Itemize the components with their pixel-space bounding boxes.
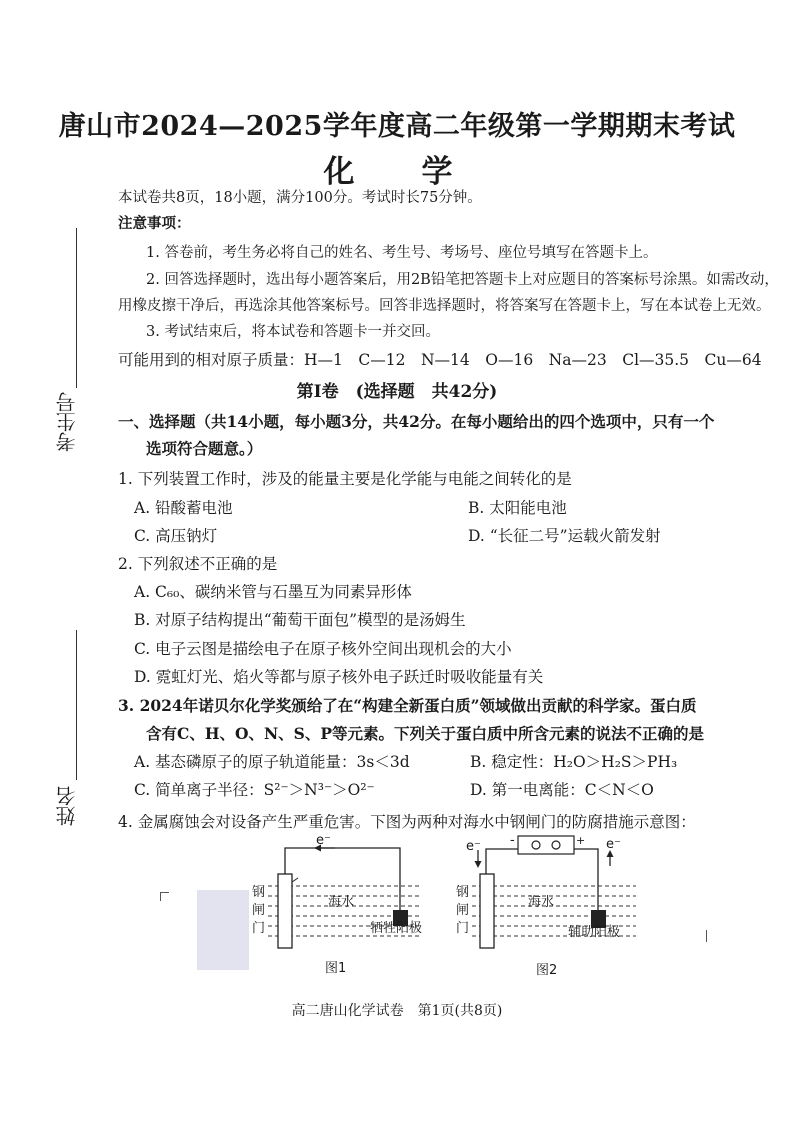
name-line xyxy=(76,630,77,780)
electron-label: e⁻ xyxy=(316,833,331,848)
question-option: C. 简单离子半径：S²⁻＞N³⁻＞O²⁻ xyxy=(134,781,375,799)
question-stem: 1. 下列装置工作时，涉及的能量主要是化学能与电能之间转化的是 xyxy=(118,470,572,488)
minus-sign: - xyxy=(510,833,515,848)
gate-label: 钢 xyxy=(252,885,266,900)
question-option: B. 太阳能电池 xyxy=(468,499,567,517)
gate-label: 钢 xyxy=(456,885,470,900)
notice-item: 2. 回答选择题时，选出每小题答案后，用2B铅笔把答题卡上对应题目的答案标号涂黑。如需改动， xyxy=(146,272,779,288)
figure-2-diagram xyxy=(458,834,638,978)
section-instruction: 选项符合题意。） xyxy=(146,439,263,458)
figure-caption: 图2 xyxy=(536,963,558,978)
question-option: D. 霓虹灯光、焰火等都与原子核外电子跃迁时吸收能量有关 xyxy=(134,668,544,686)
gate-label: 闸 xyxy=(252,903,266,918)
edge-mark xyxy=(706,930,707,942)
exam-number-line xyxy=(76,228,77,388)
anode-label: 牺牲阳极 xyxy=(370,921,423,936)
seawater-label: 海水 xyxy=(328,895,355,910)
electron-label: e⁻ xyxy=(606,837,621,852)
gate-label: 闸 xyxy=(456,903,470,918)
question-option: D. 第一电离能：C＜N＜O xyxy=(470,781,654,799)
section-title: 第Ⅰ卷 (选择题 共42分) xyxy=(296,382,498,402)
question-option: A. 铅酸蓄电池 xyxy=(134,499,233,517)
notice-heading: 注意事项： xyxy=(118,215,191,232)
notice-item: 3. 考试结束后，将本试卷和答题卡一并交回。 xyxy=(146,324,440,340)
question-stem: 2. 下列叙述不正确的是 xyxy=(118,555,278,573)
question-option: B. 稳定性：H₂O＞H₂S＞PH₃ xyxy=(470,753,678,771)
exam-number-label: 考生号 xyxy=(55,392,79,452)
anode-label: 辅助阳极 xyxy=(568,925,621,940)
name-label: 姓名 xyxy=(55,786,79,826)
section-instruction: 一、选择题（共14小题，每小题3分，共42分。在每小题给出的四个选项中，只有一个 xyxy=(118,412,715,431)
question-stem: 4. 金属腐蚀会对设备产生严重危害。下图为两种对海水中钢闸门的防腐措施示意图： xyxy=(118,813,696,831)
exam-title: 唐山市2024—2025学年度高二年级第一学期期末考试 xyxy=(58,111,736,142)
question-option: C. 高压钠灯 xyxy=(134,527,218,545)
notice-item: 1. 答卷前，考生务必将自己的姓名、考生号、考场号、座位号填写在答题卡上。 xyxy=(146,245,658,261)
exam-intro: 本试卷共8页，18小题，满分100分。考试时长75分钟。 xyxy=(118,190,482,206)
gate-label: 门 xyxy=(252,921,266,936)
atomic-masses: 可能用到的相对原子质量：H—1 C—12 N—14 O—16 Na—23 Cl—35.5 Cu—64 xyxy=(118,351,762,369)
subject-title: 化 学 xyxy=(323,154,471,190)
power-supply xyxy=(518,836,574,854)
question-option: B. 对原子结构提出“葡萄干面包”模型的是汤姆生 xyxy=(134,611,466,629)
corner-mark xyxy=(160,892,169,901)
notice-item: 用橡皮擦干净后，再选涂其他答案标号。回答非选择题时，将答案写在答题卡上，写在本试卷上无效。 xyxy=(118,298,771,314)
electron-label: e⁻ xyxy=(466,839,481,854)
question-stem: 含有C、H、O、N、S、P等元素。下列关于蛋白质中所含元素的说法不正确的是 xyxy=(146,724,705,743)
plus-sign: + xyxy=(576,834,586,847)
figure-1 xyxy=(250,833,423,978)
question-option: A. 基态磷原子的原子轨道能量：3s＜3d xyxy=(134,753,410,771)
question-option: C. 电子云图是描绘电子在原子核外空间出现机会的大小 xyxy=(134,640,512,658)
question-option: D. “长征二号”运载火箭发射 xyxy=(468,527,661,545)
question-stem: 3. 2024年诺贝尔化学奖颁给了在“构建全新蛋白质”领域做出贡献的科学家。蛋白质 xyxy=(118,696,697,715)
figure-1-diagram xyxy=(250,833,423,978)
scan-smudge xyxy=(197,890,249,970)
page-footer: 高二唐山化学试卷 第1页(共8页) xyxy=(291,1003,503,1019)
gate-label: 门 xyxy=(456,921,470,936)
figure-2 xyxy=(458,834,638,978)
seawater-label: 海水 xyxy=(528,895,555,910)
figure-caption: 图1 xyxy=(325,961,347,976)
question-option: A. C₆₀、碳纳米管与石墨互为同素异形体 xyxy=(134,583,412,601)
